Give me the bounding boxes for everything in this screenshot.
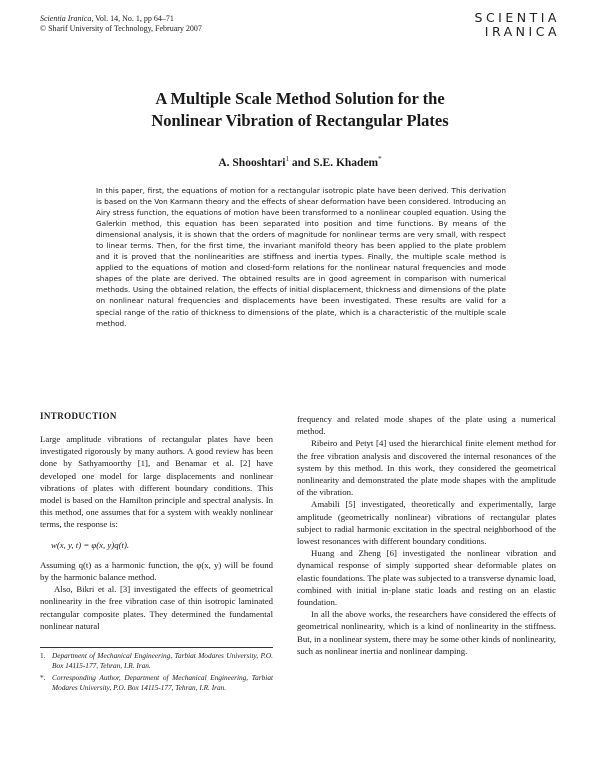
author-list bbox=[40, 152, 560, 170]
footnote bbox=[40, 673, 273, 694]
paragraph: frequency and related mode shapes of the plate using a numerical method. bbox=[297, 414, 556, 437]
section-heading-introduction: INTRODUCTION bbox=[40, 411, 117, 421]
footnote bbox=[40, 651, 273, 672]
title-line-2: Nonlinear Vibration of Rectangular Plates bbox=[151, 111, 449, 130]
paragraph: Ribeiro and Petyt [4] used the hierarchical finite element method for the free vibration analysis and discovered the internal resonances of the system by this method. In this work, they considered the geometrical nonlinearity and demonstrated the plate mode shapes with the amplitude of the vibration. bbox=[297, 438, 556, 498]
paragraph: Large amplitude vibrations of rectangular plates have been investigated rigorously by many authors. A good review has been done by Sathyamoorthy [1], and Benamar et al. [2] have developed one model for large displacements and nonlinear vibrations of plates with different boundary conditions. This model is based on the Hamilton principle and spectral analysis. In this method, one assumes that for a system with weakly nonlinear terms, the response is: bbox=[40, 434, 273, 530]
footnotes bbox=[40, 651, 273, 695]
logo-line-1: SCIENTIA bbox=[474, 10, 560, 25]
author-2-footnote-mark: * bbox=[378, 155, 382, 163]
equation-text: w(x, y, t) = φ(x, y)q(t). bbox=[51, 539, 130, 550]
paragraph: In all the above works, the researchers have considered the effects of geometrical nonlinearity, which is a kind of nonlinearity in the stiffness. But, in a nonlinear system, there may be some other kinds of nonlinearity, such as nonlinear inertia and nonlinear damping. bbox=[297, 609, 556, 656]
title-line-1: A Multiple Scale Method Solution for the bbox=[155, 89, 445, 108]
right-column bbox=[297, 413, 556, 657]
author-conjunction: and bbox=[288, 156, 314, 169]
volume-pages: , Vol. 14, No. 1, pp 64–71 bbox=[91, 14, 174, 23]
copyright-line: © Sharif University of Technology, February 2007 bbox=[40, 24, 202, 33]
journal-name: Scientia Iranica bbox=[40, 14, 92, 23]
paragraph: Also, Bikri et al. [3] investigated the effects of geometrical nonlinearity in the free vibration case of thin isotropic laminated rectangular composite plates. They determined the fundamental nonlinear natural bbox=[40, 584, 273, 631]
footnote-mark: *. bbox=[40, 672, 46, 682]
journal-logo bbox=[448, 11, 560, 39]
paragraph: Amabili [5] investigated, theoretically and experimentally, large amplitude (geometrically nonlinear) vibrations of rectangular plates subject to radial harmonic excitation in the spectral neighborhood of the lowest resonances with different boundary conditions. bbox=[297, 499, 556, 547]
equation bbox=[40, 539, 273, 551]
footnote-text: Department of Mechanical Engineering, Tarbiat Modares University, P.O. Box 14115-177, Tehran, I.R. Iran. bbox=[52, 651, 273, 671]
paragraph: Assuming q(t) as a harmonic function, the φ(x, y) will be found by the harmonic balance method. bbox=[40, 559, 273, 583]
paragraph: Huang and Zheng [6] investigated the nonlinear vibration and dynamical response of simply supported shear deformable plates on elastic foundations. The plate was subjected to a transverse dynamic load, combined with initial in-plane static loads and resting on an elastic foundation. bbox=[297, 548, 556, 608]
footnote-divider bbox=[40, 647, 273, 648]
left-column bbox=[40, 433, 273, 632]
logo-line-2: IRANICA bbox=[484, 24, 560, 39]
running-head bbox=[40, 14, 202, 34]
footnote-mark: 1. bbox=[40, 651, 46, 660]
author-1: A. Shooshtari bbox=[218, 156, 286, 169]
paper-title bbox=[40, 88, 560, 132]
author-2: S.E. Khadem bbox=[313, 156, 379, 169]
journal-citation bbox=[40, 14, 202, 24]
abstract: In this paper, first, the equations of motion for a rectangular isotropic plate have been derived. This derivation is based on the Von Karmann theory and the effects of shear deformation have been considered. Introducing an Airy stress function, the equations of motion have been transformed to a nonlinear coupled equation. Using the Galerkin method, this equation has been separated into position and time functions. By means of the dimensional analysis, it is shown that the orders of magnitude for nonlinear terms are very small, with respect to linear terms. Then, for the first time, the invariant manifold theory has been applied to the plate problem and it is proved that the nonlinearities are stiffness and inertia types. Finally, the multiple scale method is applied to the equations of motion and closed-form relations for the nonlinear natural frequencies and mode shapes of the plate are derived. The obtained results are in good agreement in comparison with numerical methods. Using the obtained relation, the effects of initial displacement, thickness and dimensions of the plate on nonlinear natural frequencies and displacements have been investigated. These results are valid for a special range of the ratio of thickness to dimensions of the plate, which is a characteristic of the multiple scale method. bbox=[96, 186, 506, 328]
footnote-text: Corresponding Author, Department of Mechanical Engineering, Tarbiat Modares University, P.O. Box 14115-177, Tehran, I.R. Iran. bbox=[52, 672, 273, 693]
author-1-footnote-mark: 1 bbox=[285, 155, 289, 163]
